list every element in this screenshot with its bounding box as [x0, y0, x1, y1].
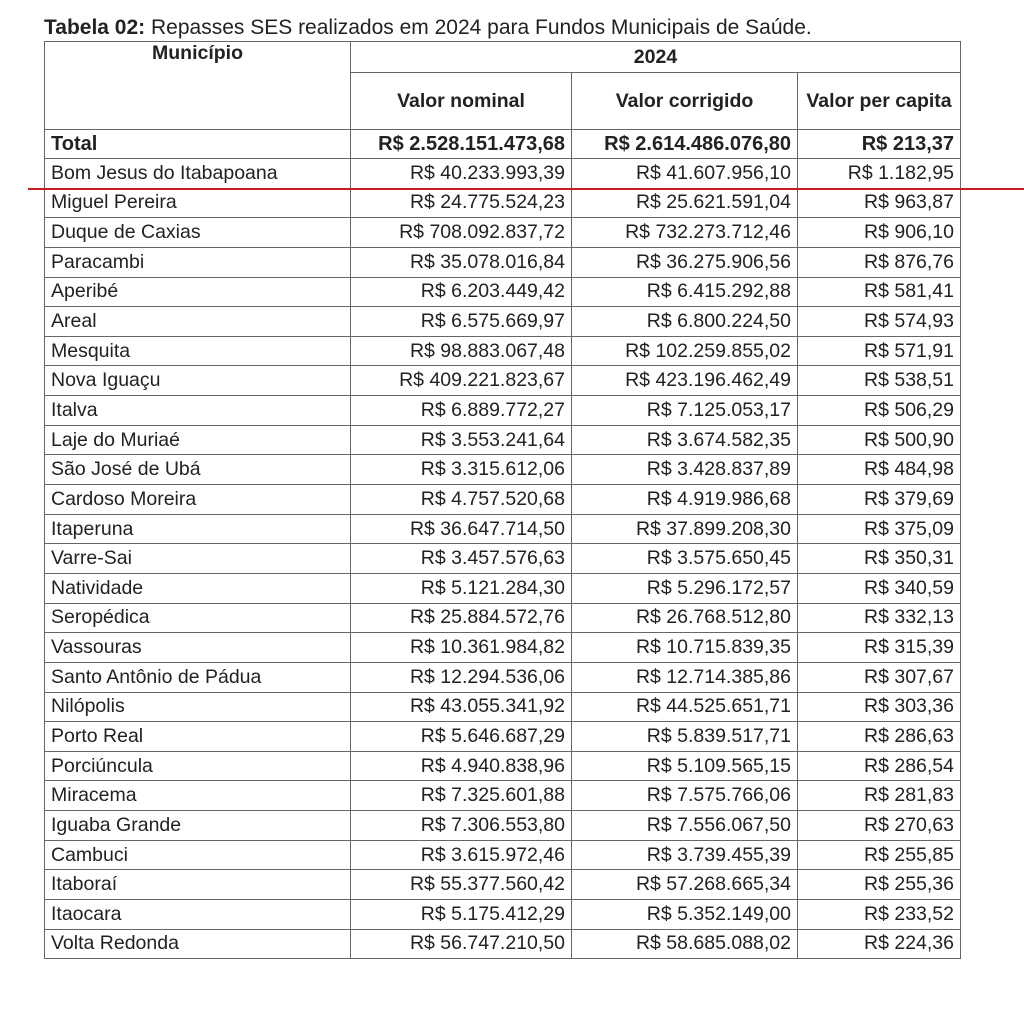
table-row: [45, 811, 961, 841]
valor-corrigido-cell: R$ 423.196.462,49: [572, 366, 798, 396]
municipio-cell: Natividade: [45, 573, 351, 603]
valor-per-capita-cell: R$ 233,52: [798, 900, 961, 930]
valor-per-capita-cell: R$ 1.182,95: [798, 159, 961, 189]
valor-nominal-cell: R$ 6.203.449,42: [351, 277, 572, 307]
table-row: [45, 159, 961, 189]
valor-corrigido-cell: R$ 25.621.591,04: [572, 188, 798, 218]
table-row: [45, 188, 961, 218]
valor-per-capita-cell: R$ 506,29: [798, 396, 961, 426]
valor-per-capita-cell: R$ 270,63: [798, 811, 961, 841]
valor-per-capita-cell: R$ 484,98: [798, 455, 961, 485]
municipio-cell: Miguel Pereira: [45, 188, 351, 218]
valor-per-capita-cell: R$ 286,54: [798, 751, 961, 781]
transfers-table: [44, 41, 961, 959]
valor-corrigido-cell: R$ 5.839.517,71: [572, 722, 798, 752]
municipio-cell: Itaboraí: [45, 870, 351, 900]
table-row: [45, 307, 961, 337]
table-row: [45, 247, 961, 277]
table-row: [45, 485, 961, 515]
valor-corrigido-cell: R$ 36.275.906,56: [572, 247, 798, 277]
municipio-cell: Seropédica: [45, 603, 351, 633]
table-row: [45, 781, 961, 811]
table-row: [45, 544, 961, 574]
municipio-cell: Areal: [45, 307, 351, 337]
valor-nominal-cell: R$ 3.457.576,63: [351, 544, 572, 574]
valor-nominal-cell: R$ 25.884.572,76: [351, 603, 572, 633]
valor-corrigido-cell: R$ 5.296.172,57: [572, 573, 798, 603]
table-row: [45, 900, 961, 930]
table-row: [45, 929, 961, 959]
valor-nominal-cell: R$ 55.377.560,42: [351, 870, 572, 900]
municipio-cell: São José de Ubá: [45, 455, 351, 485]
valor-per-capita-cell: R$ 332,13: [798, 603, 961, 633]
valor-corrigido-cell: R$ 4.919.986,68: [572, 485, 798, 515]
valor-corrigido-cell: R$ 7.556.067,50: [572, 811, 798, 841]
table-row: [45, 514, 961, 544]
table-row: [45, 425, 961, 455]
total-row: [45, 130, 961, 159]
municipio-cell: Aperibé: [45, 277, 351, 307]
municipio-cell: Porciúncula: [45, 751, 351, 781]
table-row: [45, 662, 961, 692]
caption-label: Tabela 02:: [44, 16, 146, 39]
valor-corrigido-cell: R$ 102.259.855,02: [572, 336, 798, 366]
valor-nominal-cell: R$ 40.233.993,39: [351, 159, 572, 189]
municipio-cell: Volta Redonda: [45, 929, 351, 959]
caption-text: Repasses SES realizados em 2024 para Fundos Municipais de Saúde.: [145, 16, 812, 39]
valor-nominal-cell: R$ 5.121.284,30: [351, 573, 572, 603]
valor-corrigido-cell: R$ 3.739.455,39: [572, 840, 798, 870]
total-valor-corrigido: R$ 2.614.486.076,80: [572, 130, 798, 159]
valor-per-capita-cell: R$ 281,83: [798, 781, 961, 811]
municipio-cell: Porto Real: [45, 722, 351, 752]
valor-corrigido-cell: R$ 12.714.385,86: [572, 662, 798, 692]
valor-per-capita-cell: R$ 255,36: [798, 870, 961, 900]
valor-nominal-cell: R$ 5.646.687,29: [351, 722, 572, 752]
valor-nominal-cell: R$ 98.883.067,48: [351, 336, 572, 366]
table-row: [45, 218, 961, 248]
valor-nominal-cell: R$ 36.647.714,50: [351, 514, 572, 544]
table-row: [45, 396, 961, 426]
valor-corrigido-cell: R$ 44.525.651,71: [572, 692, 798, 722]
table-row: [45, 455, 961, 485]
valor-corrigido-cell: R$ 3.575.650,45: [572, 544, 798, 574]
municipio-cell: Paracambi: [45, 247, 351, 277]
table-row: [45, 573, 961, 603]
municipio-cell: Cambuci: [45, 840, 351, 870]
valor-per-capita-cell: R$ 350,31: [798, 544, 961, 574]
valor-nominal-cell: R$ 10.361.984,82: [351, 633, 572, 663]
valor-per-capita-cell: R$ 375,09: [798, 514, 961, 544]
municipio-cell: Mesquita: [45, 336, 351, 366]
table-row: [45, 840, 961, 870]
valor-nominal-cell: R$ 4.757.520,68: [351, 485, 572, 515]
municipio-cell: Itaperuna: [45, 514, 351, 544]
valor-nominal-cell: R$ 3.315.612,06: [351, 455, 572, 485]
valor-corrigido-cell: R$ 26.768.512,80: [572, 603, 798, 633]
valor-per-capita-cell: R$ 307,67: [798, 662, 961, 692]
valor-nominal-cell: R$ 4.940.838,96: [351, 751, 572, 781]
table-row: [45, 336, 961, 366]
valor-corrigido-cell: R$ 5.352.149,00: [572, 900, 798, 930]
valor-per-capita-cell: R$ 581,41: [798, 277, 961, 307]
valor-corrigido-cell: R$ 10.715.839,35: [572, 633, 798, 663]
municipio-cell: Laje do Muriaé: [45, 425, 351, 455]
municipio-cell: Italva: [45, 396, 351, 426]
municipio-cell: Nilópolis: [45, 692, 351, 722]
total-valor-per-capita: R$ 213,37: [798, 130, 961, 159]
valor-per-capita-cell: R$ 538,51: [798, 366, 961, 396]
table-row: [45, 751, 961, 781]
valor-nominal-cell: R$ 43.055.341,92: [351, 692, 572, 722]
table-row: [45, 722, 961, 752]
valor-nominal-cell: R$ 56.747.210,50: [351, 929, 572, 959]
valor-per-capita-cell: R$ 571,91: [798, 336, 961, 366]
table-row: [45, 692, 961, 722]
header-municipio: Município: [45, 42, 351, 130]
valor-nominal-cell: R$ 409.221.823,67: [351, 366, 572, 396]
valor-corrigido-cell: R$ 7.575.766,06: [572, 781, 798, 811]
valor-per-capita-cell: R$ 315,39: [798, 633, 961, 663]
valor-per-capita-cell: R$ 906,10: [798, 218, 961, 248]
municipio-cell: Santo Antônio de Pádua: [45, 662, 351, 692]
valor-nominal-cell: R$ 3.553.241,64: [351, 425, 572, 455]
table-caption: [44, 14, 812, 42]
valor-nominal-cell: R$ 5.175.412,29: [351, 900, 572, 930]
municipio-cell: Vassouras: [45, 633, 351, 663]
total-valor-nominal: R$ 2.528.151.473,68: [351, 130, 572, 159]
valor-corrigido-cell: R$ 3.674.582,35: [572, 425, 798, 455]
valor-corrigido-cell: R$ 41.607.956,10: [572, 159, 798, 189]
valor-per-capita-cell: R$ 574,93: [798, 307, 961, 337]
municipio-cell: Itaocara: [45, 900, 351, 930]
valor-per-capita-cell: R$ 224,36: [798, 929, 961, 959]
valor-nominal-cell: R$ 7.306.553,80: [351, 811, 572, 841]
table-row: [45, 633, 961, 663]
valor-corrigido-cell: R$ 6.415.292,88: [572, 277, 798, 307]
valor-nominal-cell: R$ 35.078.016,84: [351, 247, 572, 277]
valor-per-capita-cell: R$ 303,36: [798, 692, 961, 722]
valor-corrigido-cell: R$ 57.268.665,34: [572, 870, 798, 900]
valor-corrigido-cell: R$ 3.428.837,89: [572, 455, 798, 485]
municipio-cell: Cardoso Moreira: [45, 485, 351, 515]
valor-corrigido-cell: R$ 7.125.053,17: [572, 396, 798, 426]
header-valor-nominal: Valor nominal: [351, 73, 572, 130]
municipio-cell: Iguaba Grande: [45, 811, 351, 841]
header-valor-per-capita: Valor per capita: [798, 73, 961, 130]
valor-nominal-cell: R$ 7.325.601,88: [351, 781, 572, 811]
valor-per-capita-cell: R$ 963,87: [798, 188, 961, 218]
table-row: [45, 870, 961, 900]
valor-per-capita-cell: R$ 286,63: [798, 722, 961, 752]
municipio-cell: Bom Jesus do Itabapoana: [45, 159, 351, 189]
valor-per-capita-cell: R$ 500,90: [798, 425, 961, 455]
valor-nominal-cell: R$ 6.575.669,97: [351, 307, 572, 337]
valor-per-capita-cell: R$ 340,59: [798, 573, 961, 603]
table-body: [45, 130, 961, 959]
valor-corrigido-cell: R$ 58.685.088,02: [572, 929, 798, 959]
valor-corrigido-cell: R$ 37.899.208,30: [572, 514, 798, 544]
valor-per-capita-cell: R$ 255,85: [798, 840, 961, 870]
table-row: [45, 277, 961, 307]
municipio-cell: Varre-Sai: [45, 544, 351, 574]
municipio-cell: Duque de Caxias: [45, 218, 351, 248]
valor-nominal-cell: R$ 24.775.524,23: [351, 188, 572, 218]
table-row: [45, 366, 961, 396]
valor-per-capita-cell: R$ 876,76: [798, 247, 961, 277]
municipio-cell: Nova Iguaçu: [45, 366, 351, 396]
valor-corrigido-cell: R$ 6.800.224,50: [572, 307, 798, 337]
municipio-cell: Miracema: [45, 781, 351, 811]
highlight-underline: [28, 188, 1024, 190]
valor-corrigido-cell: R$ 732.273.712,46: [572, 218, 798, 248]
valor-corrigido-cell: R$ 5.109.565,15: [572, 751, 798, 781]
valor-nominal-cell: R$ 6.889.772,27: [351, 396, 572, 426]
total-label: Total: [45, 130, 351, 159]
valor-nominal-cell: R$ 708.092.837,72: [351, 218, 572, 248]
header-valor-corrigido: Valor corrigido: [572, 73, 798, 130]
header-year: 2024: [351, 42, 961, 73]
valor-nominal-cell: R$ 3.615.972,46: [351, 840, 572, 870]
valor-per-capita-cell: R$ 379,69: [798, 485, 961, 515]
valor-nominal-cell: R$ 12.294.536,06: [351, 662, 572, 692]
table-row: [45, 603, 961, 633]
